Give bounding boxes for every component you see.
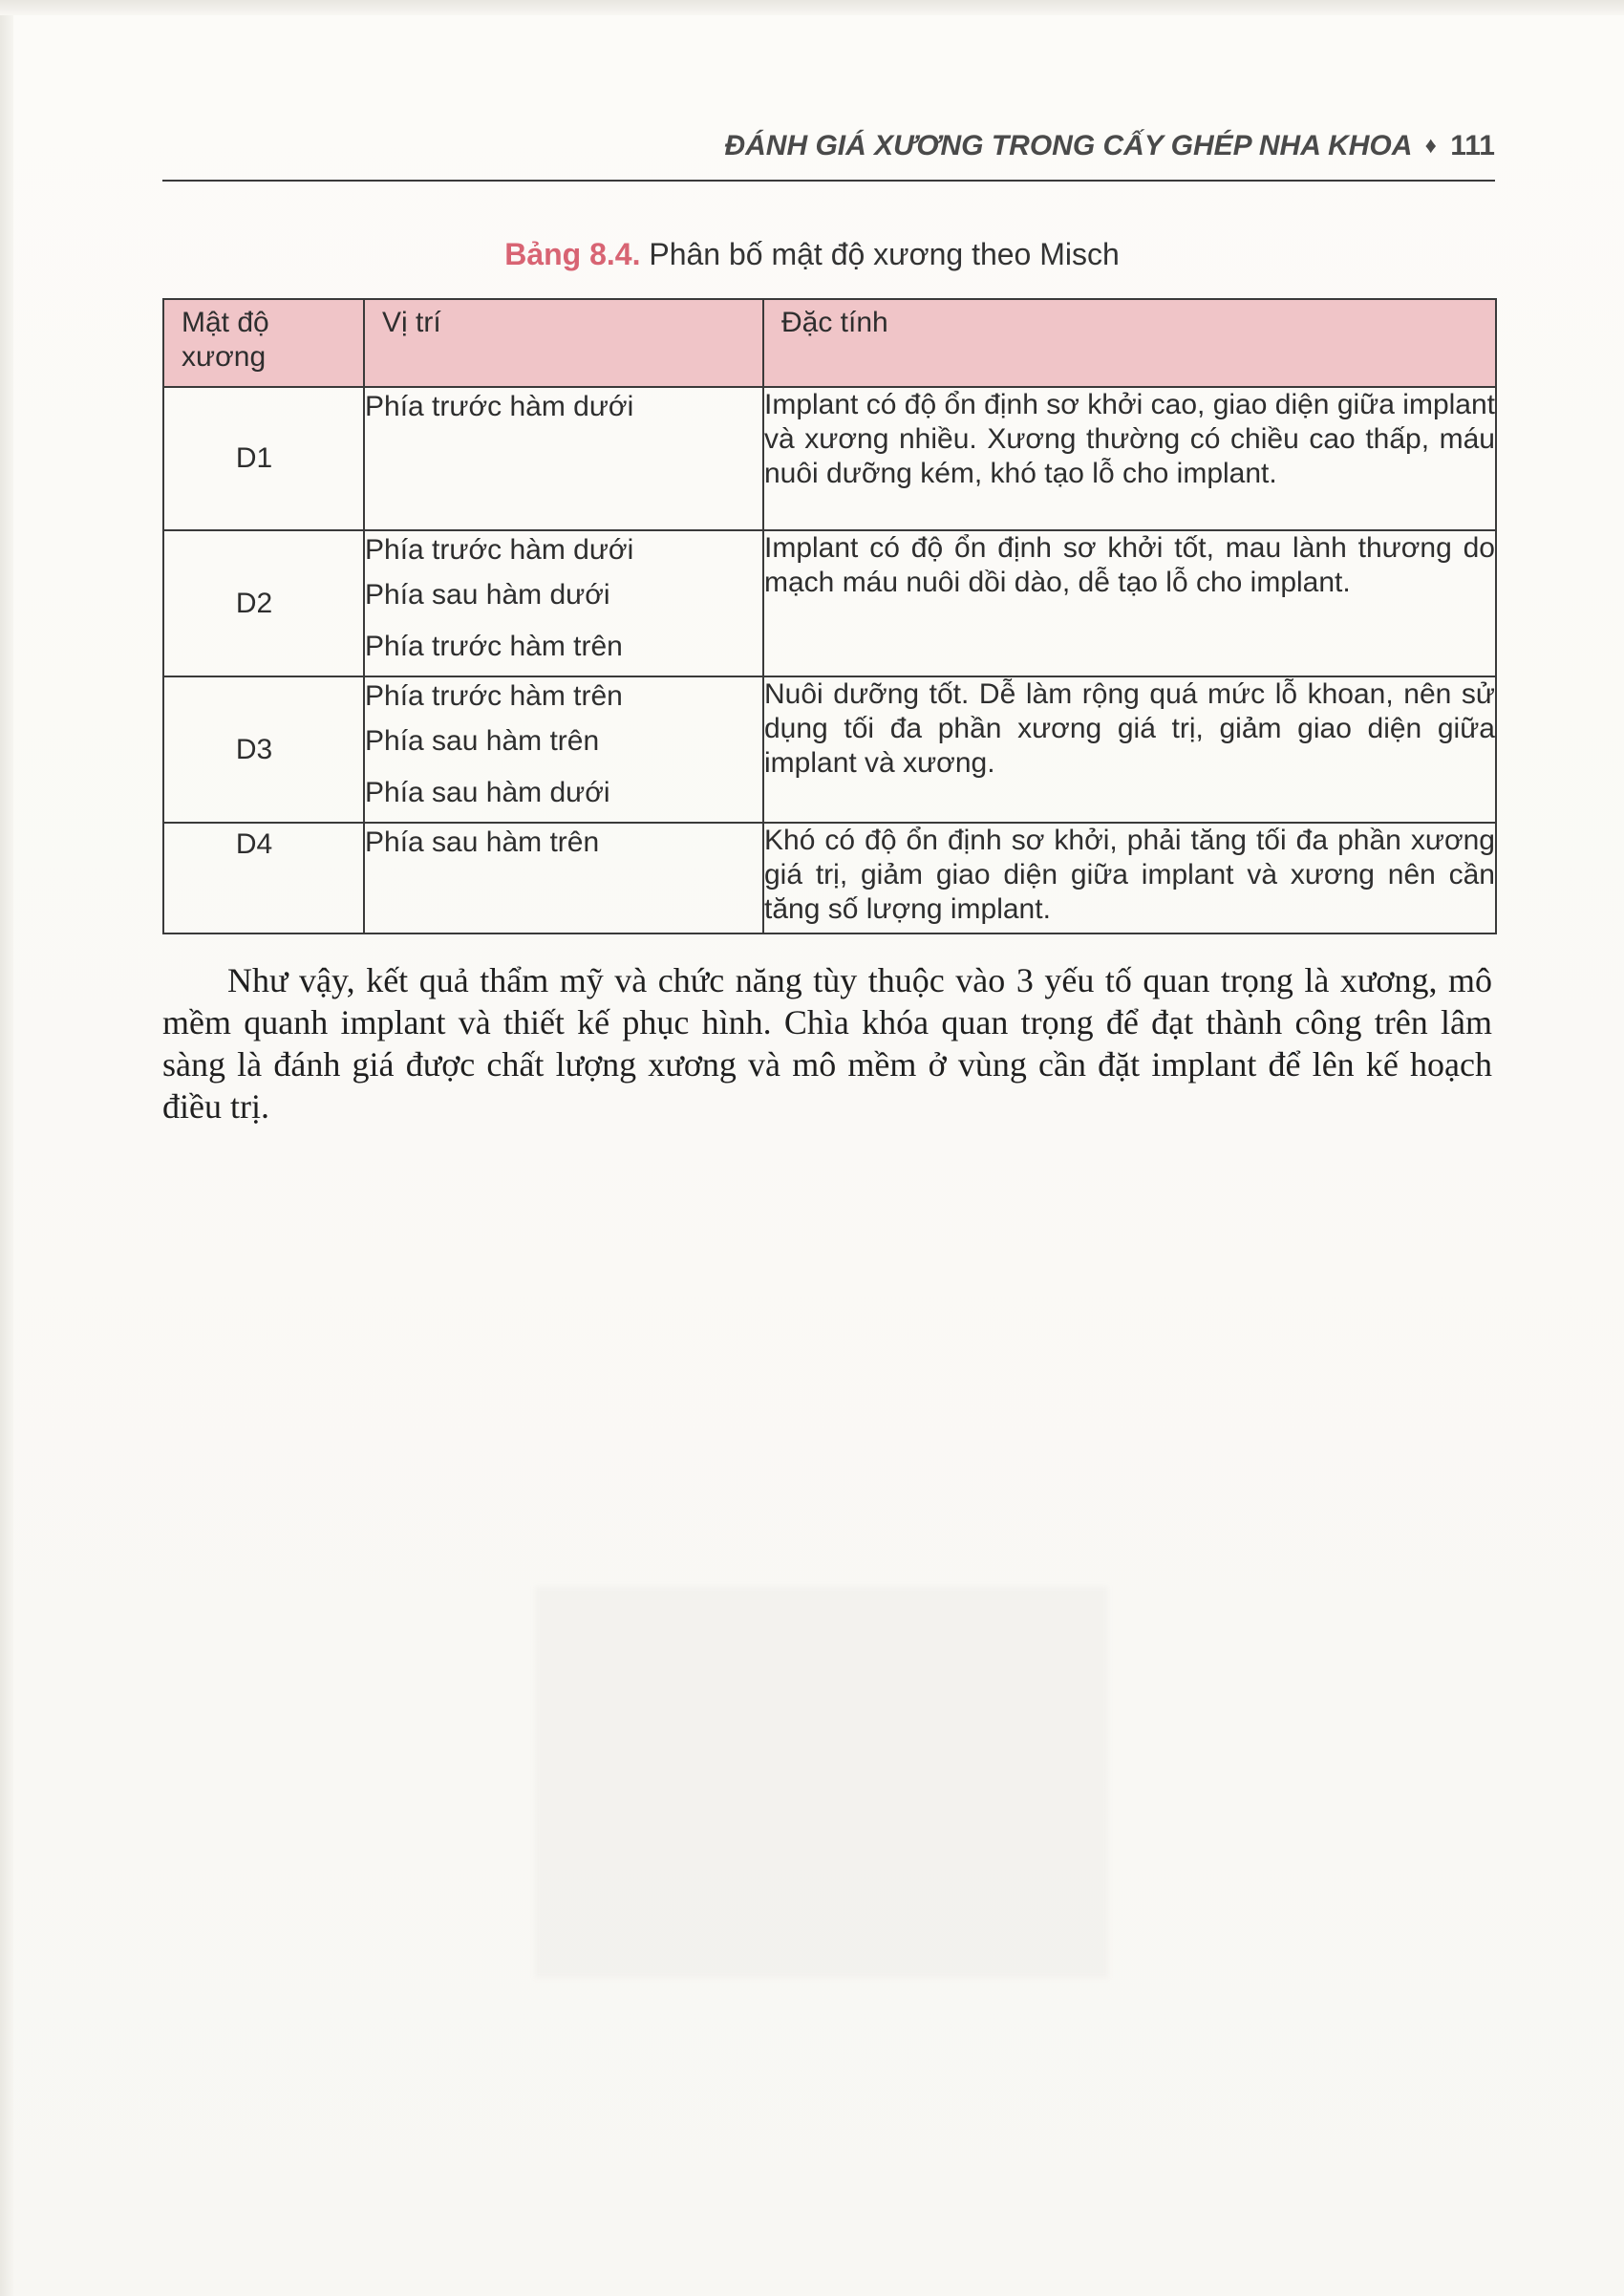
page-number: 111 [1450,130,1495,161]
location-item: Phía trước hàm trên [365,680,623,712]
page-edge-top [0,0,1624,15]
location-item: Phía sau hàm trên [365,826,600,858]
location-cell [364,530,763,676]
header-characteristics: Đặc tính [763,299,1496,387]
location-cell [364,676,763,823]
location-item: Phía trước hàm trên [365,631,623,662]
location-item: Phía sau hàm dưới [365,579,610,611]
location-item: Phía trước hàm dưới [365,391,634,422]
table-row [163,530,1496,676]
header-location: Vị trí [364,299,763,387]
table-caption-text: Phân bố mật độ xương theo Misch [649,237,1120,271]
density-cell: D2 [163,530,364,676]
density-cell: D4 [163,823,364,933]
bleed-through-shadow [535,1586,1108,1978]
table-row [163,823,1496,933]
table-row [163,676,1496,823]
table-row [163,387,1496,530]
density-cell: D1 [163,387,364,530]
location-cell [364,823,763,933]
density-cell: D3 [163,676,364,823]
table-header-row [163,299,1496,387]
header-density: Mật độ xương [163,299,364,387]
page-edge-left [0,0,13,2296]
header-rule [162,180,1495,182]
description-cell: Khó có độ ổn định sơ khởi, phải tăng tối đa phần xương giá trị, giảm giao diện giữa implant và xương nên cần tăng số lượng implant. [763,823,1496,933]
table-caption [0,237,1624,272]
table-caption-label: Bảng 8.4. [504,237,641,271]
bone-density-table [162,298,1497,934]
body-paragraph: Như vậy, kết quả thẩm mỹ và chức năng tùy thuộc vào 3 yếu tố quan trọng là xương, mô mềm quanh implant và thiết kế phục hình. Chìa khóa quan trọng để đạt thành công trên lâm sàng là đánh giá được chất lượng xương và mô mềm ở vùng cần đặt implant để lên kế hoạch điều trị. [162,961,1492,1126]
description-cell: Implant có độ ổn định sơ khởi tốt, mau lành thương do mạch máu nuôi dồi dào, dễ tạo lỗ cho implant. [763,530,1496,676]
running-title: ĐÁNH GIÁ XƯƠNG TRONG CẤY GHÉP NHA KHOA [724,130,1412,161]
diamond-separator-icon: ♦ [1424,133,1437,159]
description-cell: Implant có độ ổn định sơ khởi cao, giao diện giữa implant và xương nhiều. Xương thường có chiều cao thấp, máu nuôi dưỡng kém, khó tạo lỗ cho implant. [763,387,1496,530]
location-item: Phía sau hàm trên [365,725,600,757]
description-cell: Nuôi dưỡng tốt. Dễ làm rộng quá mức lỗ khoan, nên sử dụng tối đa phần xương giá trị, giảm giao diện giữa implant và xương. [763,676,1496,823]
location-item: Phía trước hàm dưới [365,534,634,566]
location-cell [364,387,763,530]
location-item: Phía sau hàm dưới [365,777,610,808]
running-header [162,130,1495,162]
